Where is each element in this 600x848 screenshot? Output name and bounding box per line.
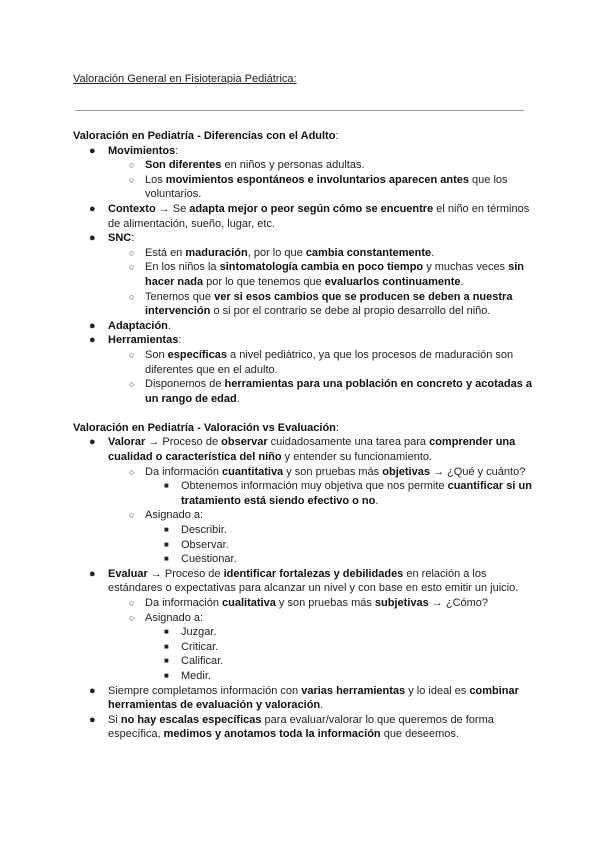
bullet-icon: ○ — [129, 262, 135, 273]
text-segment: → ¿Cómo? — [428, 597, 489, 609]
list-item — [73, 567, 533, 684]
text-segment: → Proceso de — [147, 567, 224, 580]
bold-text: subjetivas — [374, 597, 429, 609]
text-segment: Da información — [145, 465, 223, 478]
bold-text: cambia constantemente — [305, 246, 432, 259]
text-segment: → Se — [155, 202, 190, 215]
list-item-text — [181, 625, 533, 640]
section — [73, 421, 533, 742]
list-item — [108, 377, 533, 406]
list-item — [145, 625, 533, 640]
list-item-text — [181, 669, 533, 684]
text-segment: Juzgar. — [181, 626, 217, 639]
bold-text: Evaluar — [108, 567, 148, 580]
bold-text: SNC — [108, 232, 132, 245]
bold-text: movimientos espontáneos e involuntarios aparecen antes — [165, 173, 469, 186]
bullet-list-level-3 — [145, 523, 533, 567]
text-segment: . — [431, 246, 435, 259]
bold-text: Herramientas — [108, 334, 179, 347]
bullet-icon: ● — [89, 567, 96, 580]
bullet-icon: ○ — [129, 612, 135, 623]
list-item-text — [145, 158, 533, 173]
list-item-text — [108, 202, 533, 231]
bullet-list-level-2 — [108, 348, 533, 406]
bullet-icon: ■ — [164, 525, 169, 535]
bold-text: cuantificar si un tratamiento está siendo efectivo o no — [181, 480, 532, 507]
bold-text: Movimientos — [108, 144, 176, 157]
bullet-list-level-3 — [145, 625, 533, 683]
text-segment: Siempre completamos información con — [108, 684, 302, 697]
list-item — [108, 611, 533, 684]
text-segment: Observar. — [181, 538, 229, 551]
bold-text: cuantitativa — [222, 465, 284, 478]
bold-text: no hay escalas específicas — [120, 713, 262, 726]
list-item-text — [181, 640, 533, 655]
list-item-text — [108, 713, 533, 742]
list-item-text — [108, 231, 533, 246]
bold-text: maduración — [185, 246, 248, 259]
text-segment: : — [335, 421, 339, 434]
text-segment: Disponemos de — [145, 378, 225, 391]
section — [73, 129, 533, 406]
list-item — [145, 523, 533, 538]
text-segment: . — [236, 392, 240, 405]
bold-text: identificar fortalezas y debilidades — [223, 567, 404, 580]
text-segment: Calificar. — [181, 655, 224, 668]
text-segment: para evaluar/valorar lo que queremos de forma específica, — [108, 713, 494, 741]
bold-text: objetivas — [382, 465, 430, 478]
list-item — [145, 640, 533, 655]
list-item-text — [181, 538, 533, 553]
bold-text: específicas — [167, 348, 227, 361]
list-item-text — [145, 377, 533, 406]
bold-text: Son diferentes — [145, 159, 222, 172]
bullet-icon: ● — [89, 202, 96, 215]
list-item — [108, 158, 533, 173]
text-segment: Da información — [145, 597, 223, 609]
list-item — [145, 479, 533, 508]
list-item-text — [145, 290, 533, 319]
text-segment: Está en — [145, 246, 186, 259]
text-segment: Medir. — [181, 669, 211, 682]
list-item — [108, 173, 533, 202]
list-item — [108, 348, 533, 377]
bullet-icon: ● — [89, 713, 96, 726]
bullet-list-level-1 — [73, 435, 533, 741]
list-item-text — [108, 333, 533, 348]
text-segment: Obtenemos información muy objetiva que nos permite — [181, 480, 448, 493]
text-segment: en niños y personas adultas. — [221, 159, 365, 172]
bullet-icon: ○ — [129, 247, 135, 258]
list-item — [73, 435, 533, 566]
bold-text: Valorar — [108, 436, 146, 449]
list-item-text — [181, 654, 533, 669]
bold-text: sintomatología cambia en poco tiempo — [219, 261, 424, 274]
bold-text: cualitativa — [222, 597, 276, 609]
text-segment: Si — [108, 713, 121, 726]
text-segment: . — [320, 699, 324, 712]
bullet-icon: ● — [89, 319, 96, 332]
bold-text: ver si esos cambios que se producen se deben a nuestra intervención — [145, 290, 513, 318]
text-segment: Asignado a: — [145, 611, 204, 624]
bold-text: adapta mejor o peor según cómo se encuentre — [189, 202, 434, 215]
bullet-icon: ■ — [164, 554, 169, 564]
text-segment: → Proceso de — [145, 436, 222, 449]
bold-text: observar — [221, 436, 268, 449]
list-item — [73, 144, 533, 202]
text-segment: En los niños la — [145, 261, 220, 274]
list-item — [73, 333, 533, 406]
bold-text: medimos y anotamos toda la información — [163, 728, 381, 741]
text-segment: Asignado a: — [145, 509, 204, 522]
bullet-list-level-2 — [108, 465, 533, 567]
bullet-icon: ■ — [164, 641, 169, 651]
bold-text: Adaptación — [108, 319, 168, 332]
text-segment: . — [460, 275, 464, 288]
list-item-text — [145, 246, 533, 261]
bullet-list-level-2 — [108, 158, 533, 202]
document-body — [73, 129, 533, 757]
text-segment: y son pruebas más — [275, 597, 375, 609]
text-segment: que los voluntarios. — [145, 173, 508, 201]
text-segment: . — [167, 319, 171, 332]
text-segment: y son pruebas más — [283, 465, 383, 478]
bullet-list-level-1 — [73, 144, 533, 407]
list-item — [108, 596, 533, 611]
bold-text: Valoración en Pediatría - Diferencias con el Adulto — [73, 130, 336, 142]
bold-text: varias herramientas — [301, 684, 406, 697]
list-item-text — [181, 523, 533, 538]
list-item-text — [108, 684, 533, 713]
bullet-icon: ○ — [129, 174, 135, 185]
bold-text: sin hacer nada — [145, 261, 525, 288]
bullet-icon: ○ — [129, 291, 135, 302]
text-segment: Son — [145, 348, 168, 361]
text-segment: : — [335, 130, 339, 142]
text-segment: cuidadosamente una tarea para — [267, 436, 430, 449]
list-item-text — [145, 596, 533, 611]
bold-text: Contexto — [108, 202, 156, 215]
list-item — [145, 538, 533, 553]
section-heading — [73, 421, 533, 436]
text-segment: que deseemos. — [380, 728, 459, 741]
list-item-text — [108, 567, 533, 596]
list-item-text — [145, 260, 533, 289]
text-segment: y entender su funcionamiento. — [281, 451, 433, 464]
bullet-list-level-2 — [108, 596, 533, 684]
bullet-icon: ○ — [129, 510, 135, 521]
list-item-text — [108, 319, 533, 334]
text-segment: en relación a los estándares o expectativas para alcanzar un nivel y con base en esto emitir un juicio. — [108, 567, 519, 595]
text-segment: . — [375, 494, 379, 507]
list-item-text — [181, 479, 533, 508]
bold-text: evaluarlos continuamente — [324, 275, 461, 288]
bold-text: combinar herramientas de evaluación y valoración — [108, 684, 519, 712]
bold-text: comprender una cualidad o característica del niño — [108, 436, 516, 464]
list-item-text — [145, 173, 533, 202]
bullet-icon: ○ — [129, 349, 135, 360]
list-item-text — [108, 435, 533, 464]
bullet-icon: ○ — [129, 598, 135, 608]
list-item-text — [145, 348, 533, 377]
bullet-icon: ■ — [164, 481, 169, 491]
list-item — [73, 231, 533, 319]
bullet-icon: ■ — [164, 539, 169, 549]
bullet-icon: ○ — [129, 466, 135, 477]
bullet-icon: ○ — [129, 160, 135, 171]
list-item — [108, 290, 533, 319]
text-segment: el niño en términos de alimentación, sueño, lugar, etc. — [108, 202, 530, 230]
text-segment: : — [131, 232, 135, 245]
bullet-icon: ■ — [164, 670, 169, 680]
list-item — [108, 260, 533, 289]
bullet-icon: ● — [89, 144, 96, 157]
text-segment: : — [178, 334, 182, 347]
text-segment: por lo que tenemos que — [203, 275, 325, 288]
bullet-icon: ● — [89, 436, 96, 449]
text-segment: y lo ideal es — [405, 684, 470, 697]
bullet-icon: ● — [89, 334, 96, 347]
bullet-icon: ■ — [164, 627, 169, 637]
text-segment: , por lo que — [247, 246, 306, 259]
bullet-icon: ■ — [164, 656, 169, 666]
text-segment: y muchas veces — [423, 261, 509, 274]
text-segment: Los — [145, 173, 166, 186]
text-segment: Tenemos que — [145, 290, 215, 303]
text-segment: Describir. — [181, 524, 227, 537]
text-segment: o si por el contrario se debe al propio desarrollo del niño. — [210, 305, 491, 318]
text-segment: a nivel pediátrico, ya que los procesos de maduración son diferentes que en el adulto. — [145, 348, 514, 376]
list-item — [73, 713, 533, 742]
bullet-list-level-2 — [108, 246, 533, 319]
list-item — [145, 669, 533, 684]
list-item-text — [145, 508, 533, 523]
list-item — [145, 552, 533, 567]
list-item — [73, 684, 533, 713]
bullet-icon: ○ — [129, 379, 135, 390]
bullet-icon: ● — [89, 684, 96, 697]
text-segment: Criticar. — [181, 640, 219, 653]
section-heading — [73, 129, 533, 144]
list-item — [73, 202, 533, 231]
list-item — [108, 465, 533, 509]
bullet-icon: ● — [89, 232, 96, 245]
bullet-list-level-3 — [145, 479, 533, 508]
list-item — [145, 654, 533, 669]
list-item-text — [181, 552, 533, 567]
list-item — [108, 246, 533, 261]
horizontal-rule — [75, 110, 524, 111]
list-item — [73, 319, 533, 334]
list-item-text — [145, 465, 533, 480]
text-segment: Cuestionar. — [181, 553, 237, 566]
list-item-text — [108, 144, 533, 159]
text-segment: → ¿Qué y cuánto? — [429, 465, 526, 478]
text-segment: : — [175, 144, 179, 157]
bold-text: Valoración en Pediatría - Valoración vs Evaluación — [73, 421, 336, 434]
bold-text: herramientas para una población en concreto y acotadas a un rango de edad — [145, 378, 532, 405]
list-item — [108, 508, 533, 566]
list-item-text — [145, 611, 533, 626]
document-title: Valoración General en Fisioterapia Pediátrica: — [73, 73, 297, 85]
